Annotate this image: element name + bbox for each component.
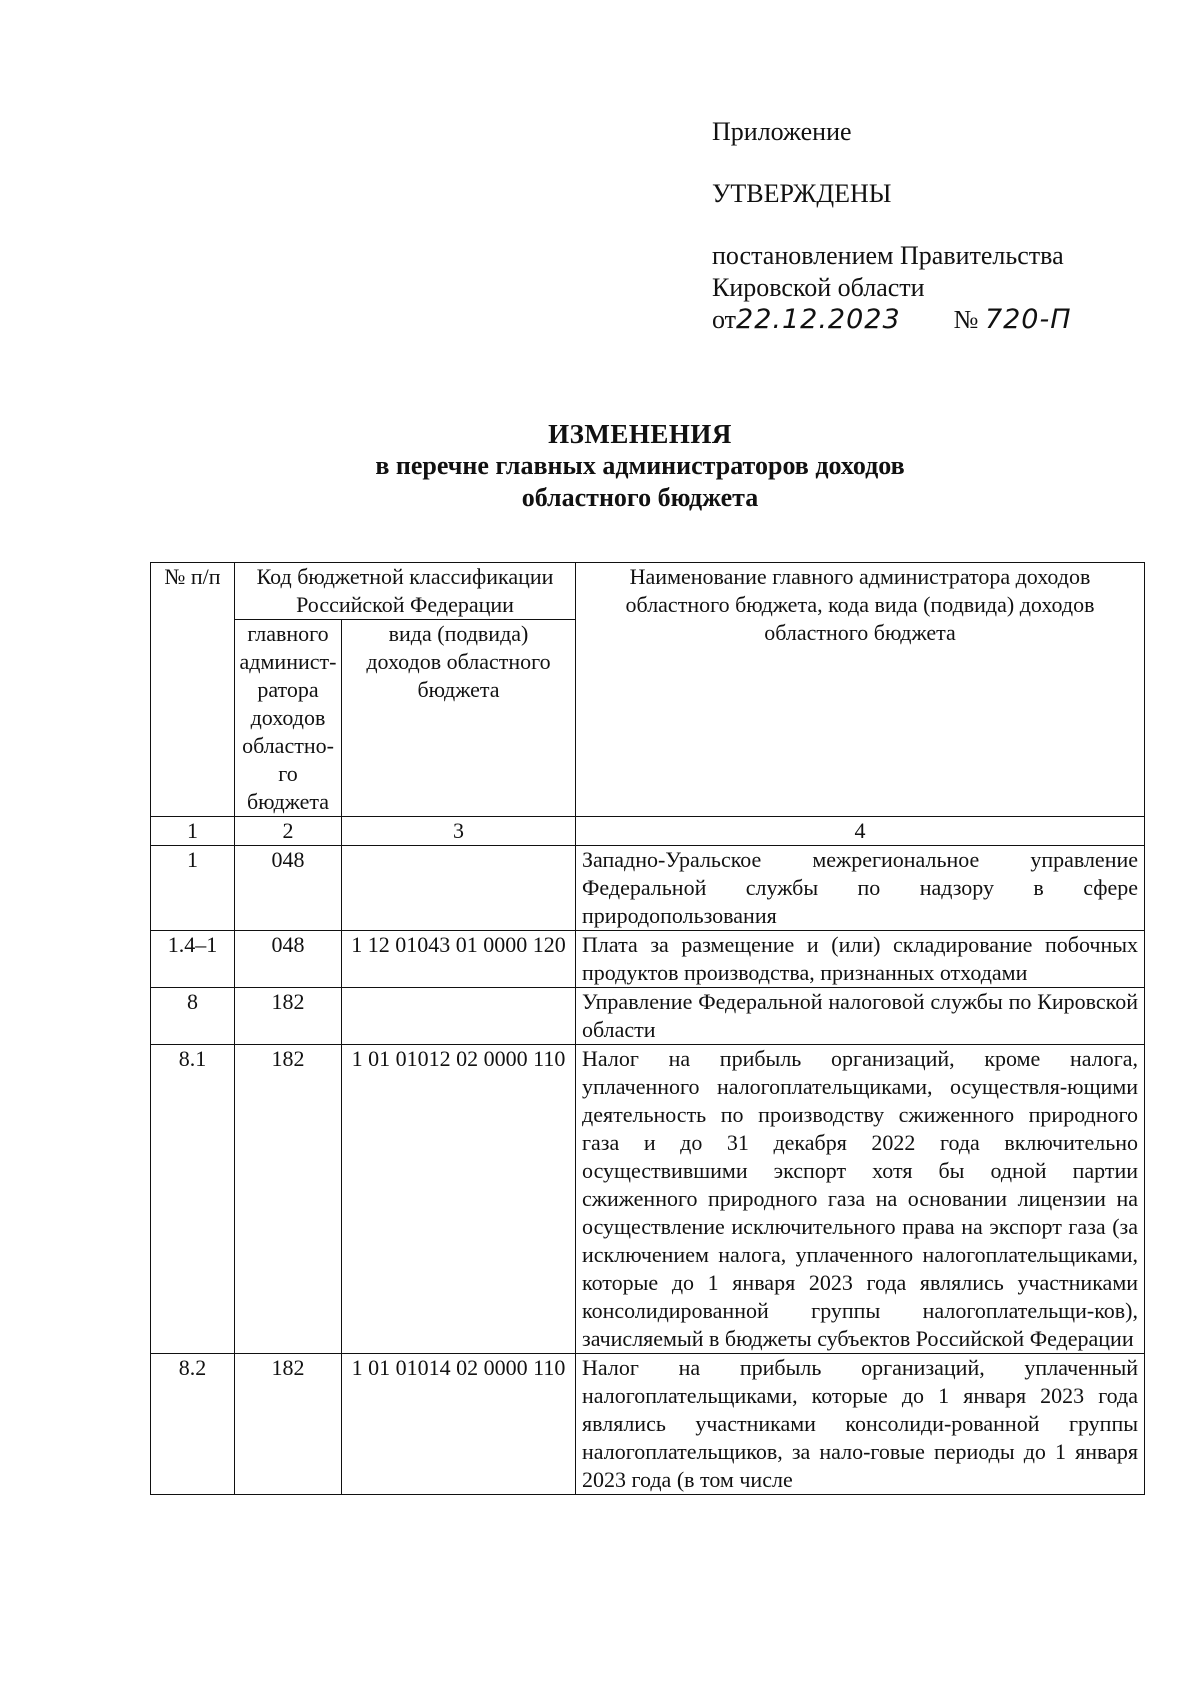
column-number-row (151, 817, 1145, 846)
resolution-line-1: постановлением Правительства (712, 241, 1064, 270)
appendix-label: Приложение (712, 117, 852, 146)
row-admin-code: 182 (235, 1045, 342, 1354)
row-name: Западно-Уральское межрегиональное управление Федеральной службы по надзору в сфере природопользования (576, 846, 1145, 931)
table-row (151, 1354, 1145, 1495)
title-line-2: в перечне главных администраторов доходов (375, 451, 905, 480)
table-row (151, 1045, 1145, 1354)
table-row (151, 931, 1145, 988)
row-admin-code: 048 (235, 931, 342, 988)
row-admin-code: 182 (235, 988, 342, 1045)
header-admin: главного админист-ратора доходов областно-го бюджета (235, 620, 342, 817)
row-num: 8.1 (151, 1045, 235, 1354)
row-income-code: 1 12 01043 01 0000 120 (342, 931, 576, 988)
handwritten-number: 720-П (984, 304, 1072, 335)
row-admin-code: 182 (235, 1354, 342, 1495)
row-income-code (342, 846, 576, 931)
header-code-group: Код бюджетной классификации Российской Федерации (235, 563, 576, 620)
row-name: Управление Федеральной налоговой службы по Кировской области (576, 988, 1145, 1045)
date-number-line (712, 304, 1172, 336)
row-num: 1.4–1 (151, 931, 235, 988)
column-number: 2 (235, 817, 342, 846)
administrators-table (150, 562, 1145, 1495)
header-kind: вида (подвида) доходов областного бюджета (342, 620, 576, 817)
approved-label: УТВЕРЖДЕНЫ (712, 179, 892, 208)
table-row (151, 846, 1145, 931)
title-main: ИЗМЕНЕНИЯ (548, 419, 732, 449)
title-line-3: областного бюджета (521, 483, 759, 512)
column-number: 4 (576, 817, 1145, 846)
resolution-line-2: Кировской области (712, 273, 925, 302)
document-title (170, 418, 1110, 514)
row-income-code (342, 988, 576, 1045)
table-row (151, 988, 1145, 1045)
handwritten-date: 22.12.2023 (736, 304, 901, 335)
number-prefix: № (953, 305, 979, 334)
row-income-code: 1 01 01014 02 0000 110 (342, 1354, 576, 1495)
column-number: 3 (342, 817, 576, 846)
row-admin-code: 048 (235, 846, 342, 931)
column-number: 1 (151, 817, 235, 846)
row-name: Налог на прибыль организаций, уплаченный налогоплательщиками, которые до 1 января 2023 года являлись участниками консолиди-рованной группы налогоплательщиков, за нало-говые периоды до 1 января 2023 года (в том числе (576, 1354, 1145, 1495)
row-name: Плата за размещение и (или) складирование побочных продуктов производства, признанных отходами (576, 931, 1145, 988)
row-num: 8.2 (151, 1354, 235, 1495)
header-row-1 (151, 563, 1145, 620)
row-num: 1 (151, 846, 235, 931)
date-prefix: от (712, 305, 737, 334)
row-num: 8 (151, 988, 235, 1045)
row-income-code: 1 01 01012 02 0000 110 (342, 1045, 576, 1354)
header-num: № п/п (151, 563, 235, 817)
row-name: Налог на прибыль организаций, кроме налога, уплаченного налогоплательщиками, осуществля-ющими деятельность по производству сжиженного природного газа и до 31 декабря 2022 года включительно осуществившими экспорт хотя бы одной партии сжиженного природного газа на основании лицензии на осуществление исключительного права на экспорт газа (за исключением налога, уплаченного налогоплательщиками, которые до 1 января 2023 года являлись участниками консолидированной группы налогоплательщи-ков), зачисляемый в бюджеты субъектов Российской Федерации (576, 1045, 1145, 1354)
approval-block (712, 116, 1172, 336)
header-name: Наименование главного администратора доходов областного бюджета, кода вида (подвида) доходов областного бюджета (576, 563, 1145, 817)
